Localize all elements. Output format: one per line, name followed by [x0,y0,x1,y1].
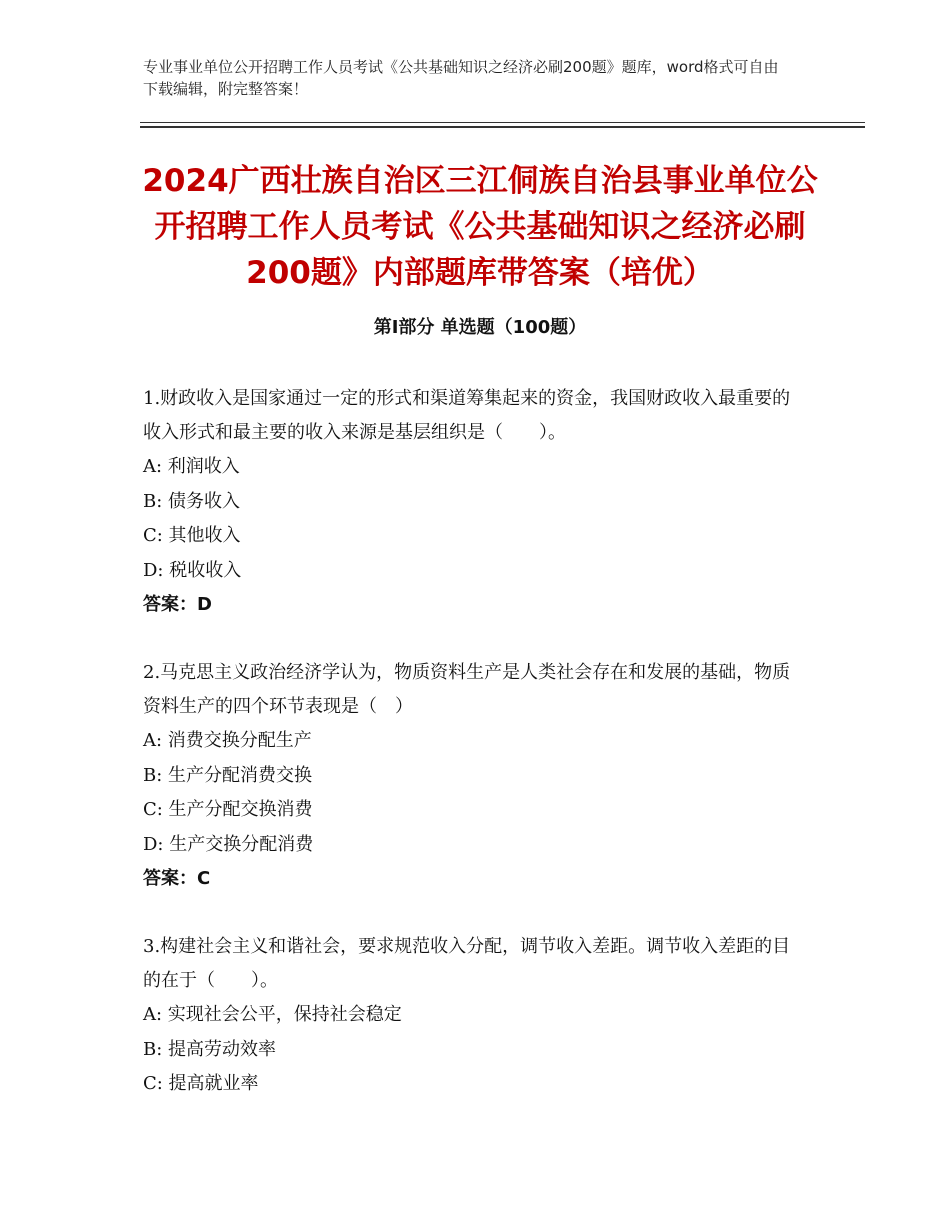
question-list [143,382,803,1136]
option-a: A: 利润收入 [143,456,240,477]
header-rule-thick [140,126,865,128]
option-d: D: 税收收入 [143,559,242,581]
question-3 [143,930,803,1102]
option-b: B: 提高劳动效率 [143,1038,277,1060]
option-c: C: 生产分配交换消费 [143,799,313,820]
header-note: 专业事业单位公开招聘工作人员考试《公共基础知识之经济必刷200题》题库，word格式可自由下载编辑，附完整答案！ [143,58,779,98]
answer-label: 答案：C [143,868,211,889]
question-1 [143,382,803,622]
question-text: 3.构建社会主义和谐社会，要求规范收入分配，调节收入差距。调节收入差距的目的在于（ ）。 [143,936,791,991]
option-d: D: 生产交换分配消费 [143,833,314,855]
question-text: 2.马克思主义政治经济学认为，物质资料生产是人类社会存在和发展的基础，物质资料生产的四个环节表现是（ ） [143,662,791,717]
option-a: A: 消费交换分配生产 [143,730,312,751]
answer-label: 答案：D [143,594,212,615]
option-a: A: 实现社会公平，保持社会稳定 [143,1004,402,1025]
question-text: 1.财政收入是国家通过一定的形式和渠道筹集起来的资金，我国财政收入最重要的收入形式和最主要的收入来源是基层组织是（ ）。 [143,388,791,443]
option-c: C: 其他收入 [143,525,241,546]
option-c: C: 提高就业率 [143,1073,259,1094]
section-heading: 第Ⅰ部分 单选题（100题） [373,317,587,338]
option-b: B: 债务收入 [143,490,241,512]
document-title: 2024广西壮族自治区三江侗族自治县事业单位公开招聘工作人员考试《公共基础知识之经济必刷200题》内部题库带答案（培优） [142,163,818,291]
option-b: B: 生产分配消费交换 [143,764,313,786]
header-rule-thin [140,122,865,123]
question-2 [143,656,803,896]
